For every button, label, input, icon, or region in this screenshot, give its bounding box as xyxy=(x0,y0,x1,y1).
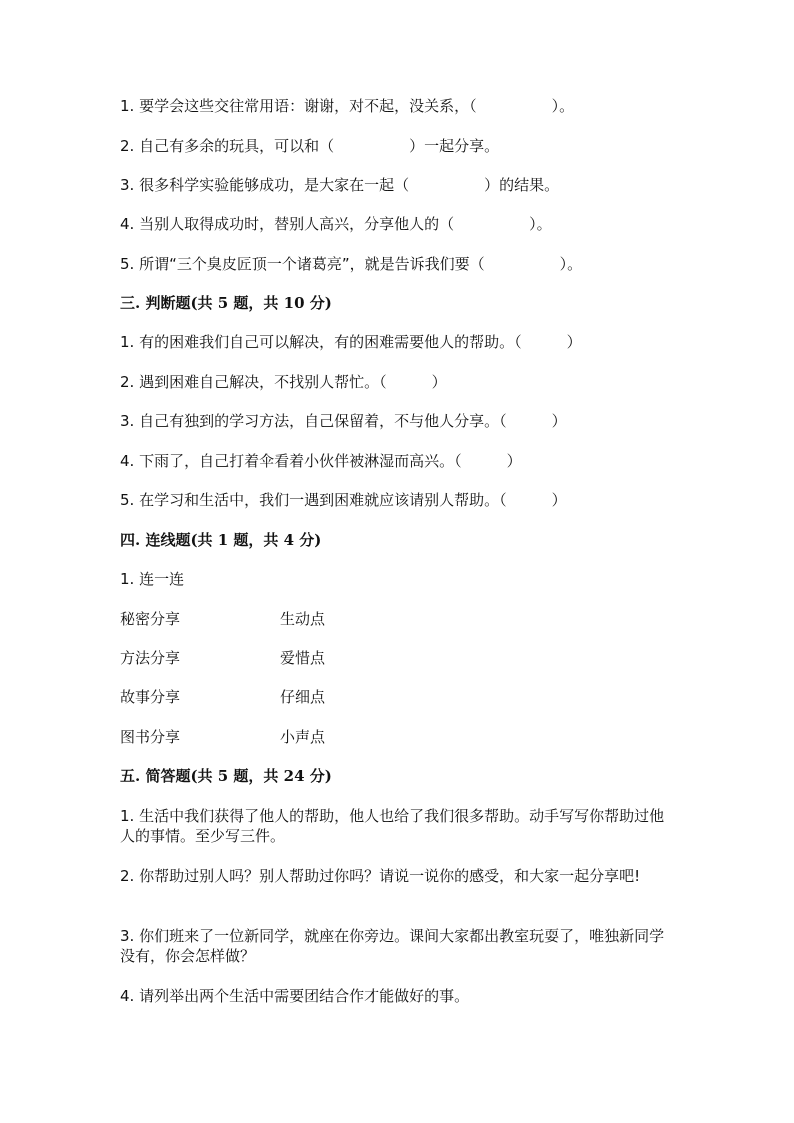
matching-right-item: 小声点 xyxy=(280,728,326,746)
section-5-title: 五. 简答题(共 5 题，共 24 分) xyxy=(120,767,332,785)
fill-blank-question-4: 4. 当别人取得成功时，替别人高兴，分享他人的（ ）。 xyxy=(120,215,552,233)
fill-blank-question-3: 3. 很多科学实验能够成功，是大家在一起（ ）的结果。 xyxy=(120,176,560,194)
matching-right-item: 爱惜点 xyxy=(280,649,326,667)
short-answer-question-3: 3. 你们班来了一位新同学，就座在你旁边。课间大家都出教室玩耍了，唯独新同学没有，你会怎样做？ xyxy=(120,927,665,965)
judgment-question-4: 4. 下雨了，自己打着伞看着小伙伴被淋湿而高兴。（ ） xyxy=(120,452,522,470)
short-answer-question-2: 2. 你帮助过别人吗？别人帮助过你吗？请说一说你的感受，和大家一起分享吧! xyxy=(120,867,641,885)
section-3-title: 三. 判断题(共 5 题，共 10 分) xyxy=(120,294,332,312)
fill-blank-question-2: 2. 自己有多余的玩具，可以和（ ）一起分享。 xyxy=(120,137,500,155)
judgment-question-3: 3. 自己有独到的学习方法，自己保留着，不与他人分享。（ ） xyxy=(120,412,567,430)
judgment-question-1: 1. 有的困难我们自己可以解决，有的困难需要他人的帮助。（ ） xyxy=(120,333,582,351)
judgment-question-5: 5. 在学习和生活中，我们一遇到困难就应该请别人帮助。（ ） xyxy=(120,491,567,509)
judgment-question-2: 2. 遇到困难自己解决，不找别人帮忙。（ ） xyxy=(120,373,447,391)
matching-left-item: 图书分享 xyxy=(120,728,181,746)
matching-right-item: 仔细点 xyxy=(280,688,326,706)
short-answer-question-1: 1. 生活中我们获得了他人的帮助，他人也给了我们很多帮助。动手写写你帮助过他人的事情。至少写三件。 xyxy=(120,807,665,845)
matching-left-item: 秘密分享 xyxy=(120,610,181,628)
fill-blank-question-1: 1. 要学会这些交往常用语：谢谢，对不起，没关系，（ ）。 xyxy=(120,97,575,115)
matching-prompt: 1. 连一连 xyxy=(120,570,185,588)
section-4-title: 四. 连线题(共 1 题，共 4 分) xyxy=(120,531,322,549)
matching-left-item: 方法分享 xyxy=(120,649,181,667)
matching-right-item: 生动点 xyxy=(280,610,326,628)
short-answer-question-4: 4. 请列举出两个生活中需要团结合作才能做好的事。 xyxy=(120,987,470,1005)
fill-blank-question-5: 5. 所谓“三个臭皮匠顶一个诸葛亮”，就是告诉我们要（ ）。 xyxy=(120,255,583,273)
matching-left-item: 故事分享 xyxy=(120,688,181,706)
